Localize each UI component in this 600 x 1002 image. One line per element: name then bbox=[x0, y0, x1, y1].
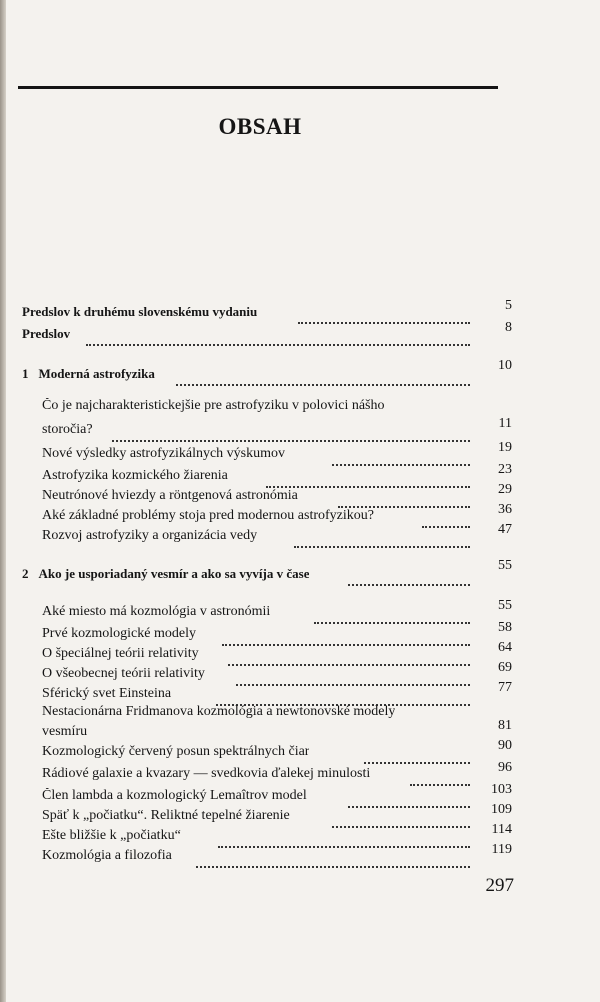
chapter-number: 1 bbox=[22, 366, 29, 381]
section-entry-label: Rozvoj astrofyziky a organizácia vedy bbox=[42, 528, 258, 543]
section-entry-page: 11 bbox=[498, 416, 512, 431]
section-entry-label: Neutrónové hviezdy a röntgenová astronómia bbox=[42, 488, 298, 503]
section-entry-leader bbox=[222, 626, 470, 646]
chapter-number: 2 bbox=[22, 566, 29, 581]
section-entry-page: 109 bbox=[491, 802, 512, 817]
section-entry-page: 23 bbox=[498, 462, 512, 477]
chapter-title: Ako je usporiadaný vesmír a ako sa vyvíja v čase bbox=[38, 566, 310, 581]
section-entry-page: 96 bbox=[498, 760, 512, 775]
section-entry-leader bbox=[228, 646, 470, 666]
front-entry-page: 8 bbox=[505, 320, 512, 335]
section-entry-page: 58 bbox=[498, 620, 512, 635]
section-entry-label: Späť k „počiatku“. Reliktné tepelné žiarenie bbox=[42, 808, 290, 823]
chapter-heading-label bbox=[22, 366, 155, 382]
section-entry-leader bbox=[410, 766, 470, 786]
chapter-heading bbox=[0, 358, 600, 386]
section-entry-page: 36 bbox=[498, 502, 512, 517]
section-entry bbox=[0, 842, 600, 868]
section-entry-page: 90 bbox=[498, 738, 512, 753]
page-number: 297 bbox=[485, 875, 514, 896]
section-entry-leader bbox=[294, 528, 470, 548]
section-entry-leader bbox=[332, 808, 470, 828]
chapter-heading-label bbox=[22, 566, 309, 582]
section-entry bbox=[0, 522, 600, 548]
section-entry-leader bbox=[332, 446, 470, 466]
section-entry-label: storočia? bbox=[42, 422, 93, 437]
section-entry-leader bbox=[112, 422, 470, 442]
section-entry-label: Čo je najcharakteristickejšie pre astrofyziku v polovici nášho bbox=[42, 398, 385, 413]
section-entry-label: Kozmologický červený posun spektrálnych čiar bbox=[42, 744, 310, 759]
section-entry bbox=[0, 416, 600, 442]
section-entry-leader bbox=[196, 848, 470, 868]
section-entry-page: 47 bbox=[498, 522, 512, 537]
section-entry-label: Aké miesto má kozmológia v astronómii bbox=[42, 604, 271, 619]
section-entry-label: Kozmológia a filozofia bbox=[42, 848, 172, 863]
section-entry-leader bbox=[314, 604, 470, 624]
section-entry-page: 114 bbox=[491, 822, 512, 837]
section-entry-leader bbox=[236, 666, 470, 686]
front-entry-page: 5 bbox=[505, 298, 512, 313]
front-entry-leader bbox=[298, 304, 470, 324]
section-entry-leader bbox=[216, 686, 470, 706]
section-entry bbox=[0, 398, 600, 418]
chapter-heading-page: 10 bbox=[498, 358, 512, 373]
section-entry-leader bbox=[422, 508, 470, 528]
section-entry bbox=[0, 680, 600, 706]
section-entry-leader bbox=[348, 788, 470, 808]
section-entry-label: Nové výsledky astrofyzikálnych výskumov bbox=[42, 446, 286, 461]
section-entry-label: O všeobecnej teórii relativity bbox=[42, 666, 205, 681]
section-entry-leader bbox=[266, 468, 470, 488]
section-entry-page: 81 bbox=[498, 718, 512, 733]
section-entry-label: Prvé kozmologické modely bbox=[42, 626, 196, 641]
section-entry-page: 103 bbox=[491, 782, 512, 797]
chapter-title: Moderná astrofyzika bbox=[38, 366, 155, 381]
section-entry-page: 77 bbox=[498, 680, 512, 695]
section-entry-leader bbox=[364, 744, 470, 764]
section-entry-label: O špeciálnej teórii relativity bbox=[42, 646, 199, 661]
front-entry bbox=[0, 320, 600, 346]
section-entry-label: Astrofyzika kozmického žiarenia bbox=[42, 468, 228, 483]
section-entry-page: 29 bbox=[498, 482, 512, 497]
chapter-heading bbox=[0, 558, 600, 586]
section-entry-leader bbox=[338, 488, 470, 508]
section-entry-page: 55 bbox=[498, 598, 512, 613]
section-entry-label: Ešte bližšie k „počiatku“ bbox=[42, 828, 181, 843]
section-entry-page: 19 bbox=[498, 440, 512, 455]
chapter-heading-leader bbox=[176, 366, 470, 386]
front-entry-leader bbox=[86, 326, 470, 346]
section-entry-label: Aké základné problémy stoja pred modernou astrofyzikou? bbox=[42, 508, 375, 523]
section-entry-label: Člen lambda a kozmologický Lemaîtrov model bbox=[42, 788, 307, 803]
section-entry-page: 119 bbox=[491, 842, 512, 857]
section-entry-label: Rádiové galaxie a kvazary — svedkovia ďalekej minulosti bbox=[42, 766, 371, 781]
section-entry-label: Sférický svet Einsteina bbox=[42, 686, 172, 701]
page-title: OBSAH bbox=[218, 114, 302, 139]
front-entry-label: Predslov k druhému slovenskému vydaniu bbox=[22, 304, 258, 319]
header-rule bbox=[18, 86, 498, 89]
section-entry-leader bbox=[218, 828, 470, 848]
section-entry-label: vesmíru bbox=[42, 724, 88, 739]
chapter-heading-page: 55 bbox=[498, 558, 512, 573]
chapter-heading-leader bbox=[348, 566, 470, 586]
section-entry-page: 64 bbox=[498, 640, 512, 655]
section-entry-page: 69 bbox=[498, 660, 512, 675]
front-entry-label: Predslov bbox=[22, 326, 71, 341]
section-entry-label: Nestacionárna Fridmanova kozmológia a newtonovské modely bbox=[42, 704, 396, 719]
